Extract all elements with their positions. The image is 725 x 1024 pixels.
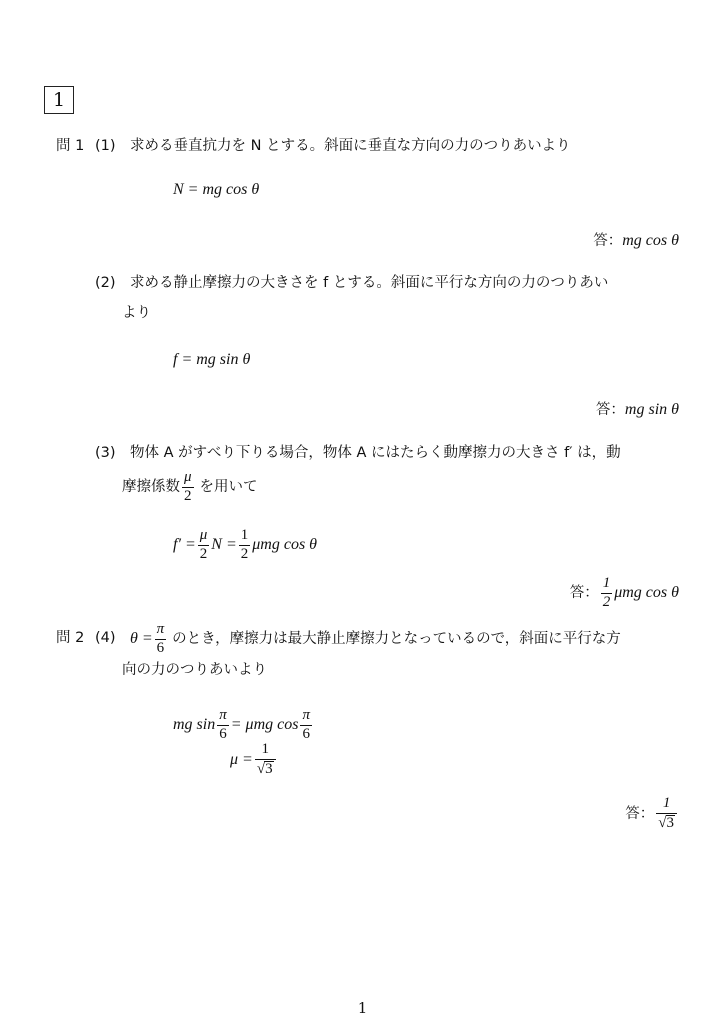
frac-den: 6 xyxy=(219,725,227,742)
p4-answer xyxy=(625,796,679,832)
p4-eq2-lhs: μ = xyxy=(230,750,253,768)
p1-text: 求める垂直抗力を N とする。斜面に垂直な方向の力のつりあいより xyxy=(130,138,571,154)
frac-num: 1 xyxy=(662,795,671,811)
page-number: 1 xyxy=(357,999,368,1017)
sqrt-symbol: √ 3 xyxy=(658,814,674,831)
one-half-fraction xyxy=(239,528,251,563)
one-over-sqrt3-fraction xyxy=(255,742,276,778)
p3-eq-lhs: f′ = xyxy=(173,536,196,554)
frac-num: π xyxy=(302,707,310,723)
frac-den: 2 xyxy=(184,487,192,504)
pi-over-6-fraction xyxy=(155,622,167,657)
frac-num: μ xyxy=(184,469,192,485)
mu-over-2-fraction xyxy=(182,470,194,505)
sqrt-radicand: 3 xyxy=(666,814,674,831)
p3-eq-rhs: μmg cos θ xyxy=(252,536,318,554)
section-number: 1 xyxy=(52,88,66,111)
p4-equation1 xyxy=(173,708,314,743)
frac-num: 1 xyxy=(261,741,269,757)
answer-label: 答： xyxy=(595,402,625,418)
sqrt-radicand: 3 xyxy=(265,760,273,777)
frac-den xyxy=(656,813,677,832)
p1-answer xyxy=(593,233,679,249)
p3-eq-mid: N = xyxy=(211,536,237,554)
p2-text-line2: より xyxy=(122,305,151,321)
p3-answer xyxy=(570,576,679,611)
p3-text-line2a: 摩擦係数 xyxy=(122,479,180,495)
p4-eq1-lhs: mg sin xyxy=(173,716,216,734)
q1-label: 問 1 xyxy=(56,138,85,154)
pi-over-6-fraction xyxy=(217,708,229,743)
p4-text-line1 xyxy=(130,622,621,657)
p1-equation: N = mg cos θ xyxy=(173,181,260,198)
p4-eq1-mid: = μmg cos xyxy=(230,716,299,734)
section-number-box xyxy=(44,86,74,114)
frac-den: 6 xyxy=(302,725,310,742)
p3-answer-value: μmg cos θ xyxy=(614,584,679,602)
sqrt-symbol: √ 3 xyxy=(256,760,273,777)
one-half-fraction xyxy=(601,576,613,611)
p3-equation xyxy=(173,528,317,563)
mu-over-2-fraction xyxy=(198,528,210,563)
p3-text-line2 xyxy=(122,470,258,505)
p3-number: (3) xyxy=(95,445,116,461)
pi-over-6-fraction xyxy=(300,708,312,743)
p4-text-line1-body: のとき，摩擦力は最大静止摩擦力となっているので，斜面に平行な方 xyxy=(172,631,621,647)
p2-number: (2) xyxy=(95,275,116,291)
frac-den: 2 xyxy=(240,545,249,562)
p2-answer-value: mg sin θ xyxy=(624,401,679,418)
frac-den: 2 xyxy=(602,593,611,610)
p2-text-line1: 求める静止摩擦力の大きさを f とする。斜面に平行な方向の力のつりあい xyxy=(130,275,609,291)
p3-text-line1: 物体 A がすべり下りる場合，物体 A にはたらく動摩擦力の大きさ f′ は，動 xyxy=(130,445,621,461)
p1-answer-value: mg cos θ xyxy=(622,232,679,249)
answer-label: 答： xyxy=(569,585,599,601)
frac-den: 2 xyxy=(199,545,208,562)
answer-label: 答： xyxy=(593,233,623,249)
p4-number: (4) xyxy=(95,630,116,646)
frac-num: 1 xyxy=(602,575,611,591)
p3-text-line2b: を用いて xyxy=(199,479,258,495)
p4-equation2 xyxy=(230,742,278,778)
frac-num: π xyxy=(219,707,227,723)
frac-num: 1 xyxy=(240,527,249,543)
p4-text-line2: 向の力のつりあいより xyxy=(122,662,267,678)
frac-num: μ xyxy=(199,527,208,543)
frac-num: π xyxy=(156,621,165,637)
p2-answer xyxy=(596,402,679,418)
answer-label: 答： xyxy=(625,805,655,822)
p1-number: (1) xyxy=(95,138,116,154)
frac-den xyxy=(255,759,276,778)
one-over-sqrt3-fraction xyxy=(656,796,677,832)
p2-equation: f = mg sin θ xyxy=(173,351,251,368)
q2-label: 問 2 xyxy=(56,630,85,646)
p4-theta-eq: θ = xyxy=(130,630,153,648)
frac-den: 6 xyxy=(156,639,165,656)
